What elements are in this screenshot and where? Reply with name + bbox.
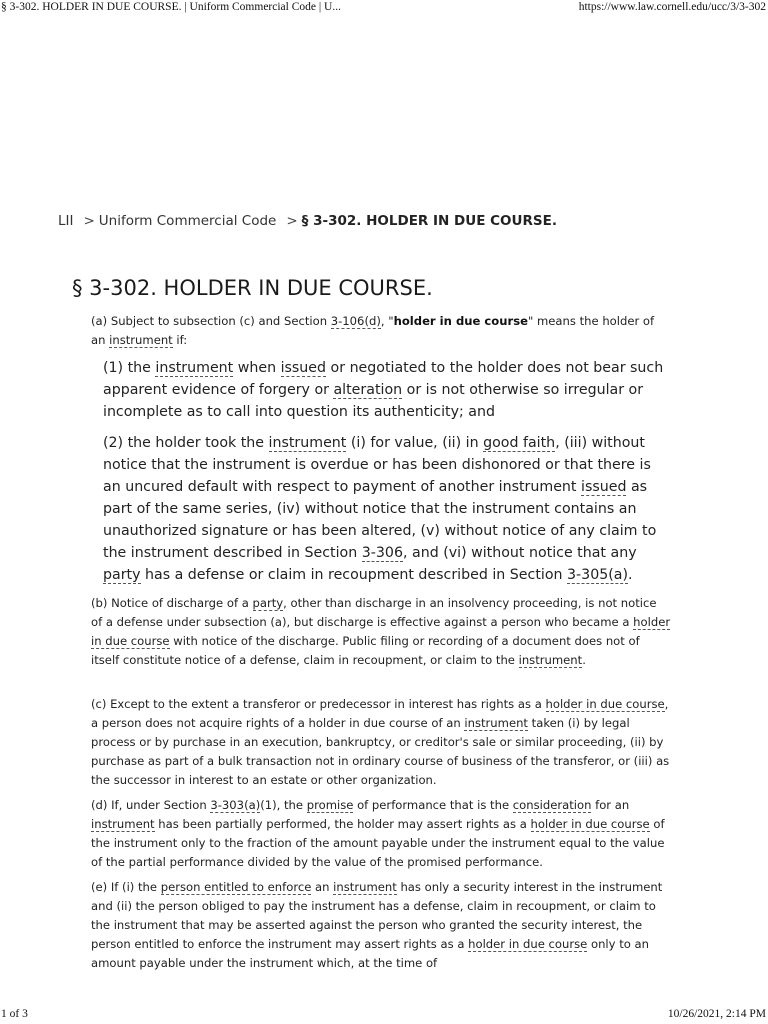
link-instrument[interactable]: instrument — [155, 360, 234, 376]
text: . — [628, 567, 633, 583]
link-instrument[interactable]: instrument — [464, 716, 528, 730]
text: (i) for value, (ii) in — [346, 435, 484, 451]
text: " means the holder of an — [91, 314, 655, 347]
link-good-faith[interactable]: good faith — [483, 435, 556, 451]
link-instrument[interactable]: instrument — [91, 817, 155, 831]
text: of the instrument only to the fraction of the amount payable under the instrument equal to the value of the partial performance divided by the value of the promised performance. — [91, 817, 665, 869]
text: (b) Notice of discharge of a — [91, 596, 253, 610]
paragraph-a-2 — [103, 432, 669, 586]
text: (e) If (i) the — [91, 880, 161, 894]
text: has a defense or claim in recoupment described in Section — [140, 567, 568, 583]
text: for an — [591, 798, 630, 812]
link-consideration[interactable]: consideration — [512, 798, 592, 812]
link-3-106d[interactable]: 3-106(d) — [330, 314, 381, 328]
text: , " — [380, 314, 394, 328]
link-party[interactable]: party — [103, 567, 141, 583]
print-footer-page: 1 of 3 — [1, 1008, 28, 1020]
text: if: — [172, 333, 188, 347]
text: with notice of the discharge. Public filing or recording of a document does not of itself constitute notice of a defense, claim in recoupment, or claim to the — [91, 634, 640, 667]
text: has only a security interest in the instrument and (ii) the person obliged to pay the instrument has a defense, claim in recoupment, or claim to the instrument that may be asserted against the person who granted the security interest, the person entitled to enforce the instrument may assert rights as a — [91, 880, 663, 951]
subsection-b — [91, 594, 671, 670]
text: (2) the holder took the — [103, 435, 269, 451]
text: , and (vi) without notice that any — [402, 545, 637, 561]
breadcrumb — [58, 213, 557, 229]
link-issued[interactable]: issued — [280, 360, 327, 376]
text: . — [582, 653, 586, 667]
text: as part of the same series, (iv) without notice that the instrument contains an unauthorized signature or has been altered, (v) without notice of any claim to the instrument described in Section — [103, 479, 657, 561]
link-3-303a[interactable]: 3-303(a) — [210, 798, 261, 812]
text: (1), the — [260, 798, 307, 812]
link-person-entitled-to-enforce[interactable]: person entitled to enforce — [160, 880, 312, 894]
text: of performance that is the — [353, 798, 513, 812]
text: taken (i) by legal process or by purchase in an execution, bankruptcy, or creditor's sale or similar proceeding, (ii) by purchase as part of a bulk transaction not in ordinary course of business of the transferor, or (iii) as the successor in interest to an estate or other organization. — [91, 716, 670, 787]
link-instrument[interactable]: instrument — [109, 333, 173, 347]
text: has been partially performed, the holder may assert rights as a — [154, 817, 531, 831]
print-header — [0, 1, 768, 15]
page-title: § 3-302. HOLDER IN DUE COURSE. — [72, 276, 433, 300]
text: when — [233, 360, 281, 376]
breadcrumb-separator: > — [83, 213, 95, 229]
text: , (iii) without notice that the instrument is overdue or has been dishonored or that there is an uncured default with respect to payment of another instrument — [103, 435, 651, 495]
text: or negotiated to the holder does not bear such apparent evidence of forgery or — [103, 360, 664, 398]
link-promise[interactable]: promise — [306, 798, 354, 812]
text: , other than discharge in an insolvency proceeding, is not notice of a defense under subsection (a), but discharge is effective against a person who became a — [91, 596, 657, 629]
link-issued[interactable]: issued — [581, 479, 627, 495]
breadcrumb-ucc-link[interactable]: Uniform Commercial Code — [98, 213, 277, 229]
breadcrumb-current: § 3-302. HOLDER IN DUE COURSE. — [301, 213, 557, 229]
defined-term: holder in due course — [393, 314, 528, 328]
subsection-a — [91, 312, 671, 350]
print-footer — [0, 1008, 768, 1022]
text: or is not otherwise so irregular or incomplete as to call into question its authenticity; and — [103, 382, 644, 420]
text: (d) If, under Section — [91, 798, 211, 812]
text: (a) Subject to subsection (c) and Section — [91, 314, 331, 328]
text: (c) Except to the extent a transferor or predecessor in interest has rights as a — [91, 697, 546, 711]
link-holder-in-due-course[interactable]: holder in due course — [468, 937, 588, 951]
paragraph-a-1 — [103, 357, 669, 423]
link-instrument[interactable]: instrument — [268, 435, 347, 451]
print-header-url: https://www.law.cornell.edu/ucc/3/3-302 — [578, 1, 766, 13]
link-3-305a[interactable]: 3-305(a) — [567, 567, 629, 583]
link-holder-in-due-course[interactable]: holder in due course — [545, 697, 665, 711]
breadcrumb-lii-link[interactable]: LII — [58, 213, 74, 229]
text: (1) the — [103, 360, 156, 376]
print-header-title: § 3-302. HOLDER IN DUE COURSE. | Uniform Commercial Code | U... — [1, 1, 341, 13]
subsection-e — [91, 878, 671, 973]
link-instrument[interactable]: instrument — [333, 880, 397, 894]
link-alteration[interactable]: alteration — [333, 382, 403, 398]
print-footer-datetime: 10/26/2021, 2:14 PM — [667, 1008, 766, 1020]
subsection-c — [91, 695, 671, 790]
link-instrument[interactable]: instrument — [518, 653, 583, 667]
link-holder-in-due-course[interactable]: holder in due course — [91, 615, 671, 648]
subsection-d — [91, 796, 671, 872]
text: only to an amount payable under the instrument which, at the time of — [91, 937, 649, 970]
link-party[interactable]: party — [252, 596, 284, 610]
breadcrumb-separator: > — [286, 213, 298, 229]
link-holder-in-due-course[interactable]: holder in due course — [530, 817, 650, 831]
text: , a person does not acquire rights of a holder in due course of an — [91, 697, 669, 730]
link-3-306[interactable]: 3-306 — [361, 545, 403, 561]
text: an — [311, 880, 334, 894]
